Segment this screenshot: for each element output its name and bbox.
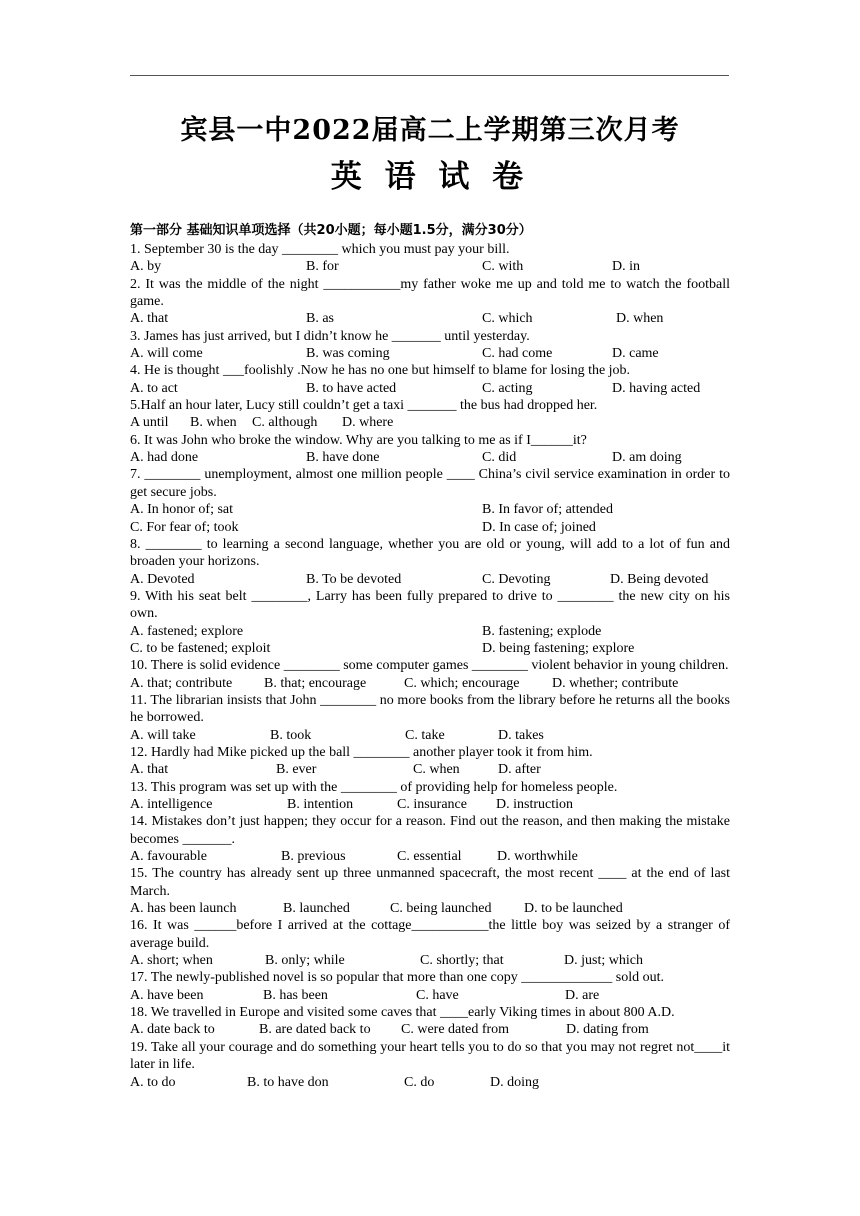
question-10 — [130, 657, 730, 692]
answer-option: D. having acted — [612, 380, 701, 396]
option-row — [130, 449, 730, 466]
answer-option: B. that; encourage — [264, 675, 367, 691]
answer-option: B. for — [306, 259, 339, 275]
answer-option: C. when — [413, 762, 460, 778]
answer-option: D. dating from — [566, 1022, 649, 1038]
answer-option: A. to act — [130, 380, 178, 396]
answer-option: C. take — [405, 727, 445, 743]
question-16 — [130, 917, 730, 969]
answer-option: D. to be launched — [524, 901, 623, 917]
answer-option: D. In case of; joined — [482, 519, 596, 535]
answer-option: D. am doing — [612, 450, 682, 466]
question-12 — [130, 744, 730, 779]
question-stem: 5.Half an hour later, Lucy still couldn’t get a taxi _______ the bus had dropped her. — [130, 398, 598, 414]
answer-option: C. shortly; that — [420, 953, 504, 969]
answer-option: C. were dated from — [401, 1022, 510, 1038]
answer-option: C. with — [482, 259, 524, 275]
answer-option: B. to have don — [247, 1074, 329, 1090]
answer-option: A. will come — [130, 346, 203, 362]
answer-option: B. have done — [306, 450, 380, 466]
section-heading: 第一部分 基础知识单项选择（共20小题；每小题1.5分，满分30分） — [130, 223, 532, 238]
option-row — [130, 310, 730, 327]
question-15 — [130, 865, 730, 917]
question-stem: 4. He is thought ___foolishly .Now he has no one but himself to blame for losing the job. — [130, 363, 631, 379]
answer-option: C. do — [404, 1074, 435, 1090]
question-7 — [130, 466, 730, 535]
option-row — [130, 414, 730, 431]
option-row — [130, 796, 730, 813]
answer-option: D. came — [612, 346, 659, 362]
answer-option: C. had come — [482, 346, 553, 362]
answer-option: B. has been — [263, 987, 328, 1003]
question-list — [130, 241, 730, 1091]
option-row — [130, 900, 730, 917]
question-stem: 1. September 30 is the day ________ which you must pay your bill. — [130, 242, 510, 257]
question-11 — [130, 692, 730, 744]
question-stem: 8. ________ to learning a second language, whether you are old or young, will add to a lot of fun and broaden your horizons. — [130, 536, 730, 570]
answer-option: B. previous — [281, 849, 346, 865]
question-stem: 18. We travelled in Europe and visited some caves that ____early Viking times in about 800 A.D. — [130, 1005, 675, 1021]
question-stem: 11. The librarian insists that John ________ no more books from the library before he returns all the books he borrowed. — [130, 692, 730, 726]
answer-option: C. did — [482, 450, 517, 466]
answer-option: D. are — [565, 987, 600, 1003]
option-row — [130, 987, 730, 1004]
answer-option: A. to do — [130, 1074, 176, 1090]
answer-option: B. was coming — [306, 346, 390, 362]
question-stem: 13. This program was set up with the ________ of providing help for homeless people. — [130, 779, 618, 795]
question-14 — [130, 813, 730, 865]
answer-option: B. To be devoted — [306, 571, 402, 587]
answer-option: B. took — [270, 727, 312, 743]
answer-option: D. just; which — [564, 953, 643, 969]
option-row — [130, 258, 730, 275]
answer-option: A. short; when — [130, 953, 213, 969]
answer-option: D. instruction — [496, 797, 573, 812]
question-stem: 17. The newly-published novel is so popular that more than one copy _____________ sold out. — [130, 970, 665, 986]
option-row — [130, 501, 730, 518]
answer-option: D. worthwhile — [497, 849, 578, 865]
answer-option: A. Devoted — [130, 571, 195, 587]
option-row — [130, 623, 730, 640]
answer-option: D. doing — [490, 1074, 539, 1090]
answer-option: C. to be fastened; exploit — [130, 640, 271, 656]
question-stem: 9. With his seat belt ________, Larry has been fully prepared to drive to ________ the new city on his own. — [130, 588, 730, 622]
answer-option: C. Devoting — [482, 571, 551, 587]
answer-option: C. For fear of; took — [130, 519, 239, 535]
answer-option: A. that; contribute — [130, 675, 233, 691]
answer-option: A. by — [130, 259, 162, 275]
exam-title: 宾县一中2022届高二上学期第三次月考 — [180, 115, 680, 146]
answer-option: D. whether; contribute — [552, 675, 679, 691]
question-stem: 6. It was John who broke the window. Why are you talking to me as if I______it? — [130, 432, 587, 448]
answer-option: C. essential — [397, 849, 462, 865]
answer-option: A. intelligence — [130, 797, 213, 812]
question-4 — [130, 362, 730, 397]
option-row — [130, 761, 730, 778]
answer-option: C. being launched — [390, 901, 492, 917]
answer-option: D. when — [616, 311, 664, 327]
answer-option: C. which; encourage — [404, 675, 520, 691]
option-row — [130, 1021, 730, 1038]
question-1 — [130, 241, 730, 276]
question-stem: 19. Take all your courage and do something your heart tells you to do so that you may not regret not____it later in life. — [130, 1039, 730, 1073]
answer-option: C. acting — [482, 380, 533, 396]
answer-option: B. intention — [287, 797, 354, 812]
answer-option: A. has been launch — [130, 901, 237, 917]
answer-option: A. had done — [130, 450, 199, 466]
question-17 — [130, 969, 730, 1004]
question-stem: 10. There is solid evidence ________ some computer games ________ violent behavior in young children. — [130, 658, 729, 674]
answer-option: B. In favor of; attended — [482, 502, 614, 518]
answer-option: D. after — [498, 762, 541, 778]
answer-option: A. that — [130, 311, 169, 327]
answer-option: C. insurance — [397, 797, 467, 812]
header-rule — [130, 75, 729, 76]
question-2 — [130, 276, 730, 328]
question-19 — [130, 1039, 730, 1091]
answer-option: A. have been — [130, 987, 204, 1003]
option-row — [130, 571, 730, 588]
answer-option: D. being fastening; explore — [482, 640, 635, 656]
question-3 — [130, 328, 730, 363]
option-row — [130, 952, 730, 969]
question-stem: 3. James has just arrived, but I didn’t know he _______ until yesterday. — [130, 328, 530, 344]
question-stem: 15. The country has already sent up three unmanned spacecraft, the most recent ____ at the end of last March. — [130, 866, 730, 899]
question-stem: 16. It was ______before I arrived at the cottage___________the little boy was seized by a stranger of average build. — [130, 918, 730, 951]
answer-option: A. will take — [130, 727, 196, 743]
answer-option: D. Being devoted — [610, 571, 709, 587]
option-row — [130, 519, 730, 536]
answer-option: B. launched — [283, 901, 350, 917]
answer-option: A until — [130, 415, 169, 431]
answer-option: A. favourable — [130, 849, 207, 865]
answer-option: B. to have acted — [306, 380, 397, 396]
answer-option: C. have — [416, 987, 459, 1003]
option-row — [130, 675, 730, 692]
question-9 — [130, 588, 730, 657]
question-stem: 12. Hardly had Mike picked up the ball ________ another player took it from him. — [130, 744, 593, 760]
answer-option: A. date back to — [130, 1022, 215, 1038]
answer-option: B. ever — [276, 762, 317, 778]
answer-option: A. In honor of; sat — [130, 502, 234, 518]
option-row — [130, 380, 730, 397]
answer-option: A. that — [130, 762, 169, 778]
question-18 — [130, 1004, 730, 1039]
answer-option: B. when — [190, 415, 237, 431]
answer-option: D. where — [342, 415, 394, 431]
question-8 — [130, 536, 730, 588]
answer-option: B. fastening; explode — [482, 623, 602, 639]
option-row — [130, 345, 730, 362]
answer-option: B. only; while — [265, 953, 345, 969]
option-row — [130, 1074, 730, 1091]
answer-option: C. which — [482, 311, 533, 327]
question-5 — [130, 397, 730, 432]
answer-option: B. as — [306, 311, 334, 327]
answer-option: B. are dated back to — [259, 1022, 371, 1038]
subject-title: 英 语 试 卷 — [330, 159, 530, 195]
option-row — [130, 848, 730, 865]
answer-option: C. although — [252, 415, 318, 431]
question-6 — [130, 432, 730, 467]
answer-option: D. takes — [498, 727, 544, 743]
option-row — [130, 640, 730, 657]
question-stem: 14. Mistakes don’t just happen; they occur for a reason. Find out the reason, and then making the mistake becomes _______. — [130, 814, 730, 847]
question-stem: 7. ________ unemployment, almost one million people ____ China’s civil service examination in order to get secure jobs. — [130, 467, 730, 500]
question-stem: 2. It was the middle of the night ___________my father woke me up and told me to watch the football game. — [130, 276, 730, 310]
option-row — [130, 727, 730, 744]
question-13 — [130, 779, 730, 814]
answer-option: A. fastened; explore — [130, 623, 244, 639]
answer-option: D. in — [612, 259, 640, 275]
